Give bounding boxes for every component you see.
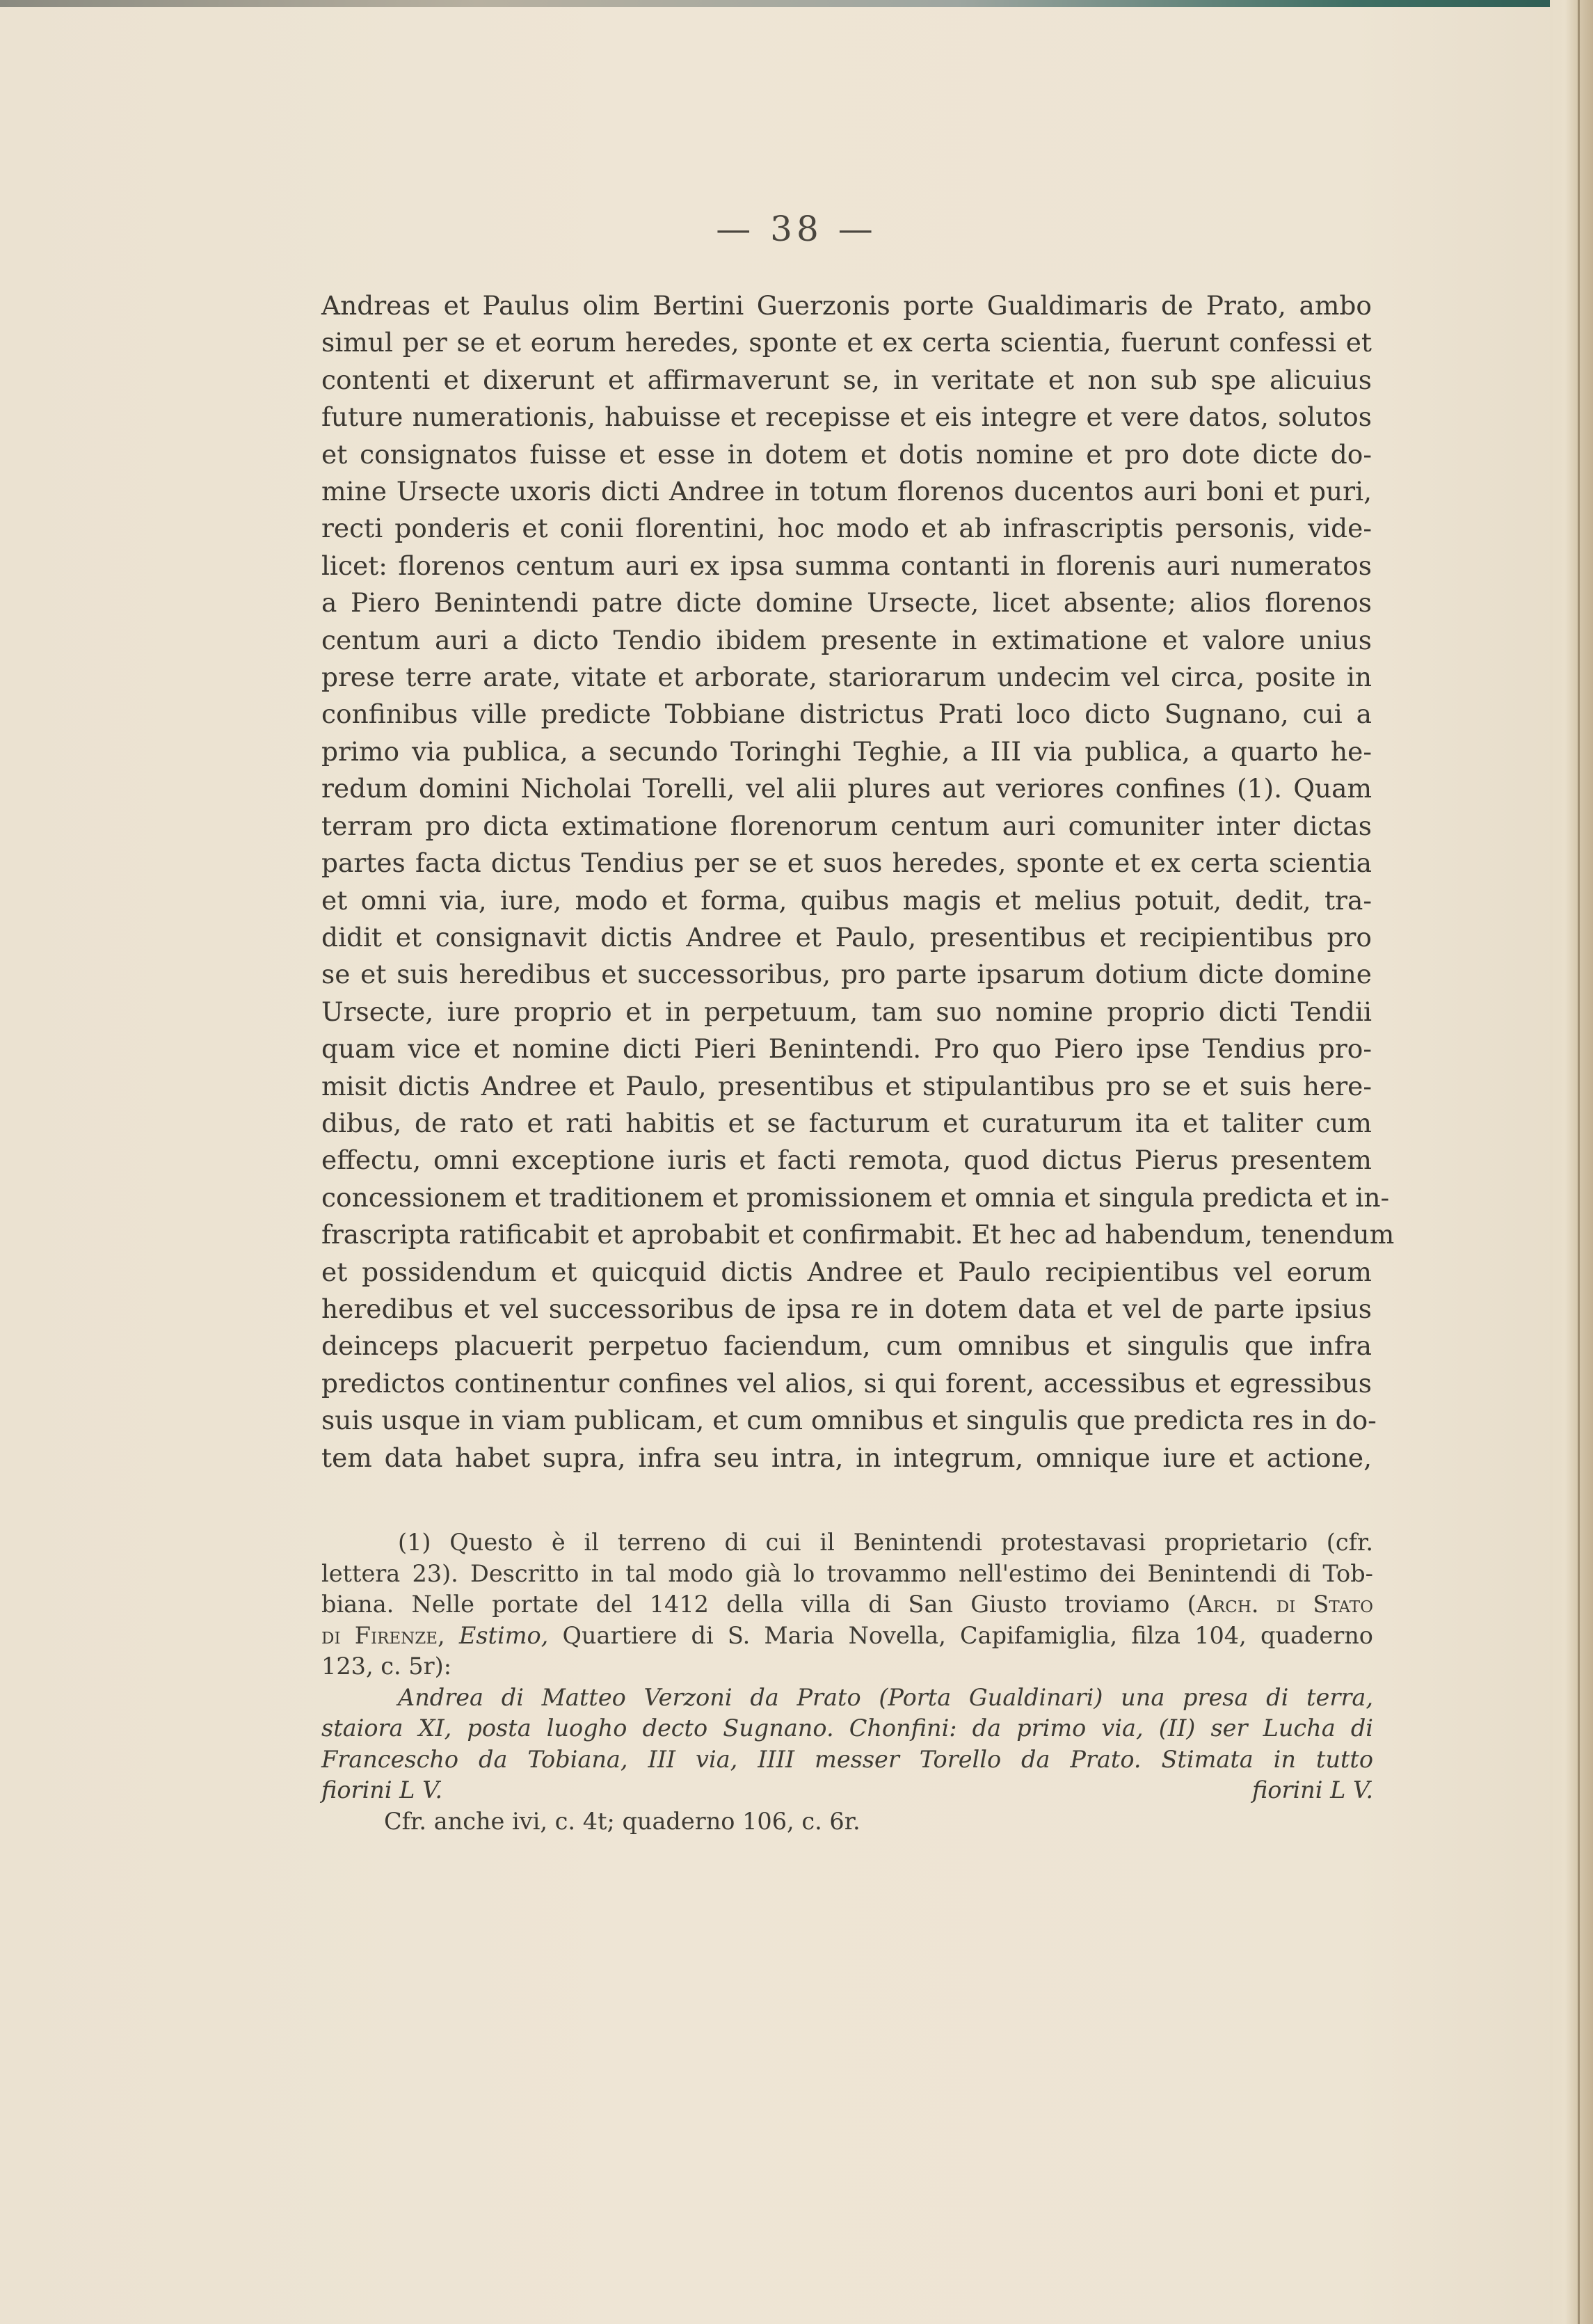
text-line: partes facta dictus Tendius per se et suos heredes, sponte et ex certa scientia xyxy=(321,847,1372,879)
text-line: Ursecte, iure proprio et in perpetuum, tam suo nomine proprio dicti Tendii xyxy=(321,996,1372,1027)
text-line: deinceps placuerit perpetuo faciendum, cum omnibus et singulis que infra xyxy=(321,1330,1372,1362)
footnote-quotation xyxy=(321,1682,1373,1806)
quote-total-right: fiorini L V. xyxy=(1251,1776,1373,1804)
footnote-cfr: Cfr. anche ivi, c. 4t; quaderno 106, c. 6r. xyxy=(384,1807,860,1835)
footnote-block xyxy=(321,1527,1373,1837)
quote-line: Andrea di Matteo Verzoni da Prato (Porta Gualdinari) una presa di terra, xyxy=(398,1683,1373,1711)
quote-line: Francescho da Tobiana, III via, IIII messer Torello da Prato. Stimata in tutto xyxy=(321,1745,1373,1773)
footnote-line: 123, c. 5r): xyxy=(321,1653,451,1680)
quote-line xyxy=(321,1775,1373,1806)
text-line: frascripta ratificabit et aprobabit et confirmabit. Et hec ad habendum, tenendum xyxy=(321,1219,1395,1250)
footnote-line: lettera 23). Descritto in tal modo già lo trovammo nell'estimo dei Benintendi di Tob- xyxy=(321,1559,1373,1587)
page-edge-shadow xyxy=(1550,0,1593,2324)
page-number: — 38 — xyxy=(716,209,877,249)
footnote-line: biana. Nelle portate del 1412 della villa di San Giusto troviamo (Arch. di Stato xyxy=(321,1591,1373,1618)
text-line: licet: florenos centum auri ex ipsa summa contanti in florenis auri numeratos xyxy=(321,550,1372,581)
quote-total-left: fiorini L V. xyxy=(321,1776,443,1804)
text-line: misit dictis Andree et Paulo, presentibus et stipulantibus pro se et suis here- xyxy=(321,1070,1372,1101)
text-line: et omni via, iure, modo et forma, quibus magis et melius potuit, dedit, tra- xyxy=(321,884,1372,916)
text-line: prese terre arate, vitate et arborate, stariorarum undecim vel circa, posite in xyxy=(321,662,1372,693)
text-line: mine Ursecte uxoris dicti Andree in totum florenos ducentos auri boni et puri, xyxy=(321,476,1372,507)
binding-line xyxy=(1578,0,1580,2324)
text-line: et possidendum et quicquid dictis Andree et Paulo recipientibus vel eorum xyxy=(321,1256,1372,1287)
text-line: et consignatos fuisse et esse in dotem et dotis nomine et pro dote dicte do- xyxy=(321,438,1372,470)
text-line: redum domini Nicholai Torelli, vel alii plures aut veriores confines (1). Quam xyxy=(321,773,1372,804)
text-line: se et suis heredibus et successoribus, pro parte ipsarum dotium dicte domine xyxy=(321,959,1372,990)
quote-line: staiora XI, posta luogho decto Sugnano. Chonfini: da primo via, (II) ser Lucha di xyxy=(321,1714,1373,1742)
text-line: a Piero Benintendi patre dicte domine Ursecte, licet absente; alios florenos xyxy=(321,587,1372,619)
text-line: future numerationis, habuisse et recepisse et eis integre et vere datos, solutos xyxy=(321,401,1372,433)
footnote-line: di Firenze, Estimo, Quartiere di S. Maria Novella, Capifamiglia, filza 104, quaderno xyxy=(321,1621,1373,1649)
text-line: primo via publica, a secundo Toringhi Teghie, a III via publica, a quarto he- xyxy=(321,735,1372,767)
text-line: predictos continentur confines vel alios, si qui forent, accessibus et egressibus xyxy=(321,1367,1372,1399)
text-line: confinibus ville predicte Tobbiane districtus Prati loco dicto Sugnano, cui a xyxy=(321,699,1372,730)
top-binding-band xyxy=(0,0,1593,7)
text-line: centum auri a dicto Tendio ibidem presente in extimatione et valore unius xyxy=(321,624,1372,655)
main-text-block xyxy=(321,287,1395,1477)
text-line: concessionem et traditionem et promissionem et omnia et singula predicta et in- xyxy=(321,1181,1390,1213)
text-line: effectu, omni exceptione iuris et facti remota, quod dictus Pierus presentem xyxy=(321,1145,1372,1176)
text-line: quam vice et nomine dicti Pieri Benintendi. Pro quo Piero ipse Tendius pro- xyxy=(321,1033,1372,1065)
text-line: recti ponderis et conii florentini, hoc modo et ab infrascriptis personis, vide- xyxy=(321,513,1372,544)
footnote-line: (1) Questo è il terreno di cui il Benintendi protestavasi proprietario (cfr. xyxy=(398,1529,1373,1556)
text-line: contenti et dixerunt et affirmaverunt se, in veritate et non sub spe alicuius xyxy=(321,364,1372,395)
text-line: simul per se et eorum heredes, sponte et ex certa scientia, fuerunt confessi et xyxy=(321,327,1372,358)
text-line: didit et consignavit dictis Andree et Paulo, presentibus et recipientibus pro xyxy=(321,921,1372,953)
text-line: terram pro dicta extimatione florenorum centum auri comuniter inter dictas xyxy=(321,810,1372,841)
text-line: heredibus et vel successoribus de ipsa re in dotem data et vel de parte ipsius xyxy=(321,1293,1372,1324)
text-line: tem data habet supra, infra seu intra, in integrum, omnique iure et actione, xyxy=(321,1442,1372,1473)
text-line: dibus, de rato et rati habitis et se facturum et curaturum ita et taliter cum xyxy=(321,1107,1372,1138)
text-line: suis usque in viam publicam, et cum omnibus et singulis que predicta res in do- xyxy=(321,1405,1377,1436)
text-line: Andreas et Paulus olim Bertini Guerzonis porte Gualdimaris de Prato, ambo xyxy=(321,290,1372,321)
